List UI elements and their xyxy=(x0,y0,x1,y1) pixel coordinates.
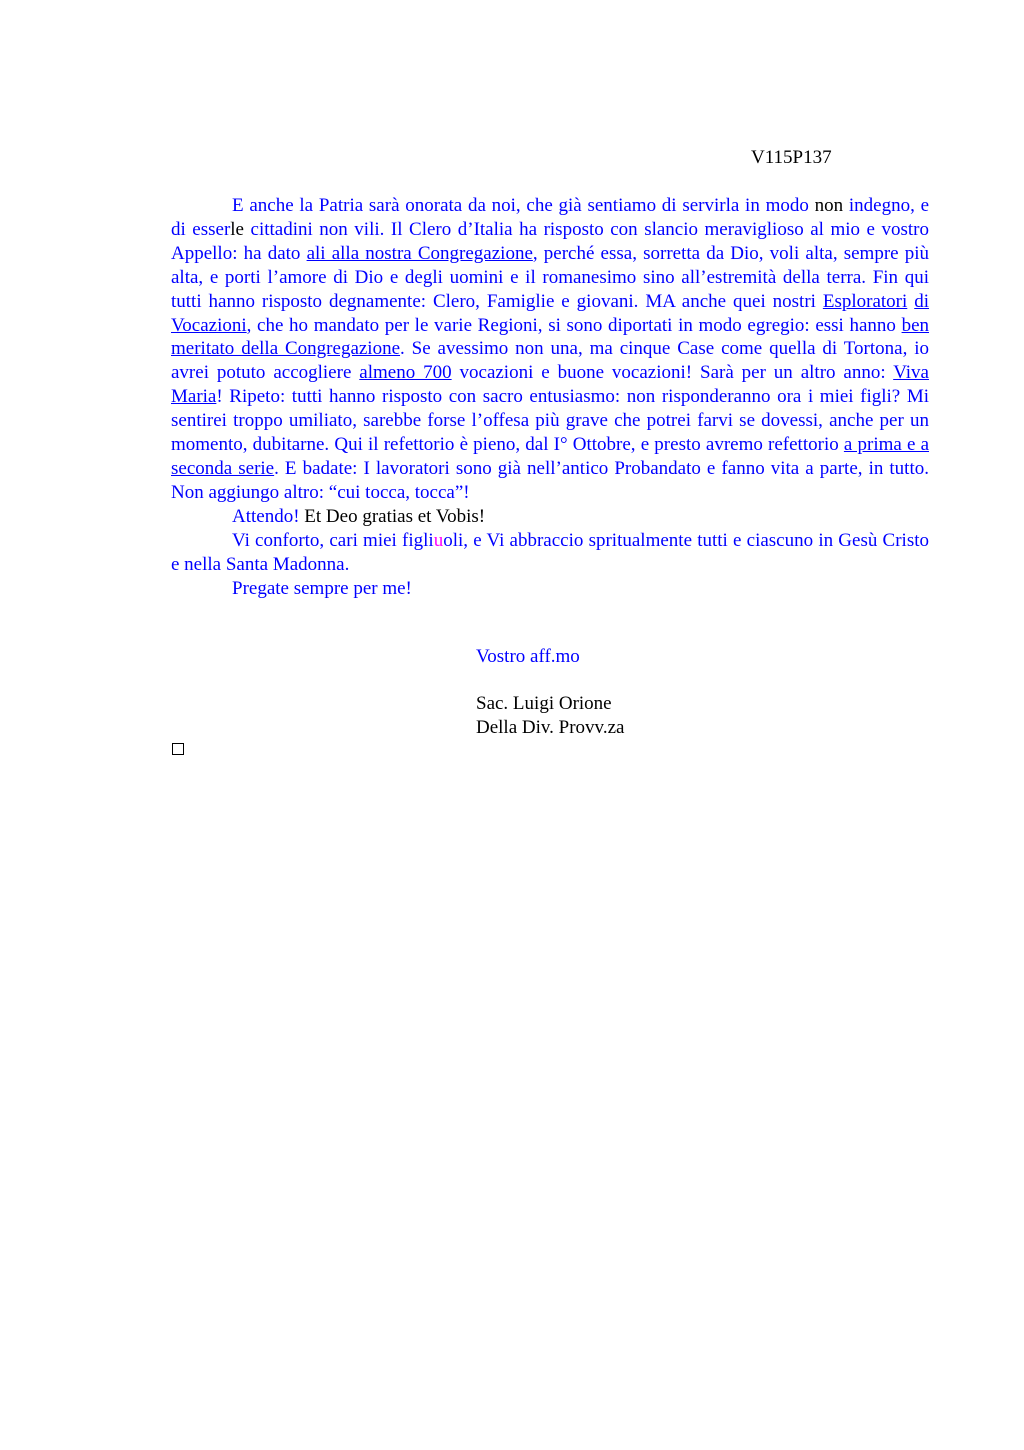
underlined-phrase: ali alla nostra Congregazione xyxy=(306,242,533,264)
signature-title: Della Div. Provv.za xyxy=(476,717,625,738)
paragraph-pregate xyxy=(171,577,929,601)
text-span: cittadini non vili. Il Clero d’Italia ha risposto con slancio meraviglioso al mio e vostro Appello: ha dato xyxy=(171,218,929,264)
underlined-phrase: a prima e a seconda serie xyxy=(171,434,929,479)
text-span: non xyxy=(808,195,844,216)
letter-body xyxy=(171,194,929,600)
signature-closing: Vostro aff.mo xyxy=(476,646,580,667)
page-reference: V115P137 xyxy=(751,147,832,168)
underlined-phrase: almeno 700 xyxy=(359,362,452,384)
text-span: oli, e Vi abbraccio spritualmente tutti e ciascuno in Gesù Cristo e nella Santa Madonna. xyxy=(171,529,929,575)
text-span: u xyxy=(433,529,444,551)
text-span: , perché essa, sorretta da Dio, voli alta, sempre più alta, e porti l’amore di Dio e degli uomini e il romanesimo sino all’estremità della terra. Fin qui tutti hanno risposto degnamente: Clero, Famiglie e giovani. MA anche quei nostri xyxy=(171,242,930,312)
text-span: ! Ripeto: tutti hanno risposto con sacro entusiasmo: non risponderanno ora i miei figli? Mi sentirei troppo umiliato, sarebbe forse l’offesa più grave che potrei farvi se dovessi, anche per un momento, dubitarne. Qui il refettorio è pieno, dal I° Ottobre, e presto avremo refettorio xyxy=(171,386,929,456)
underlined-phrase: Esploratori xyxy=(822,290,908,312)
text-span: le xyxy=(230,218,244,240)
text-span: , che ho mandato per le varie Regioni, si sono diportati in modo egregio: essi hanno xyxy=(246,314,902,336)
text-span: . Se avessimo non una, ma cinque Case come quella di Tortona, io avrei potuto accogliere xyxy=(171,338,929,384)
underlined-phrase: ben meritato della Congregazione xyxy=(171,314,929,360)
underlined-phrase: di Vocazioni xyxy=(171,290,929,336)
text-span: vocazioni e buone vocazioni! Sarà per un altro anno: xyxy=(451,362,894,384)
paragraph-attendo xyxy=(171,505,929,529)
text-span: indegno, e di esser xyxy=(171,195,929,240)
text-span: E anche la Patria sarà onorata da noi, che già sentiamo di servirla in modo xyxy=(232,195,809,216)
text-span: Attendo! xyxy=(232,505,300,527)
paragraph-patria xyxy=(171,194,929,505)
underlined-phrase: Viva Maria xyxy=(171,362,929,408)
text-span: . E badate: I lavoratori sono già nell’antico Probandato e fanno vita a parte, in tutto. Non aggiungo altro: “cui tocca, tocca”! xyxy=(171,457,929,503)
end-of-document-box-icon xyxy=(172,743,184,755)
signature-name: Sac. Luigi Orione xyxy=(476,693,612,714)
text-span: Pregate sempre per me! xyxy=(232,577,412,599)
text-span: Et Deo gratias et Vobis! xyxy=(299,505,486,527)
text-span: Vi conforto, cari miei figli xyxy=(232,529,434,551)
paragraph-conforto xyxy=(171,529,929,577)
